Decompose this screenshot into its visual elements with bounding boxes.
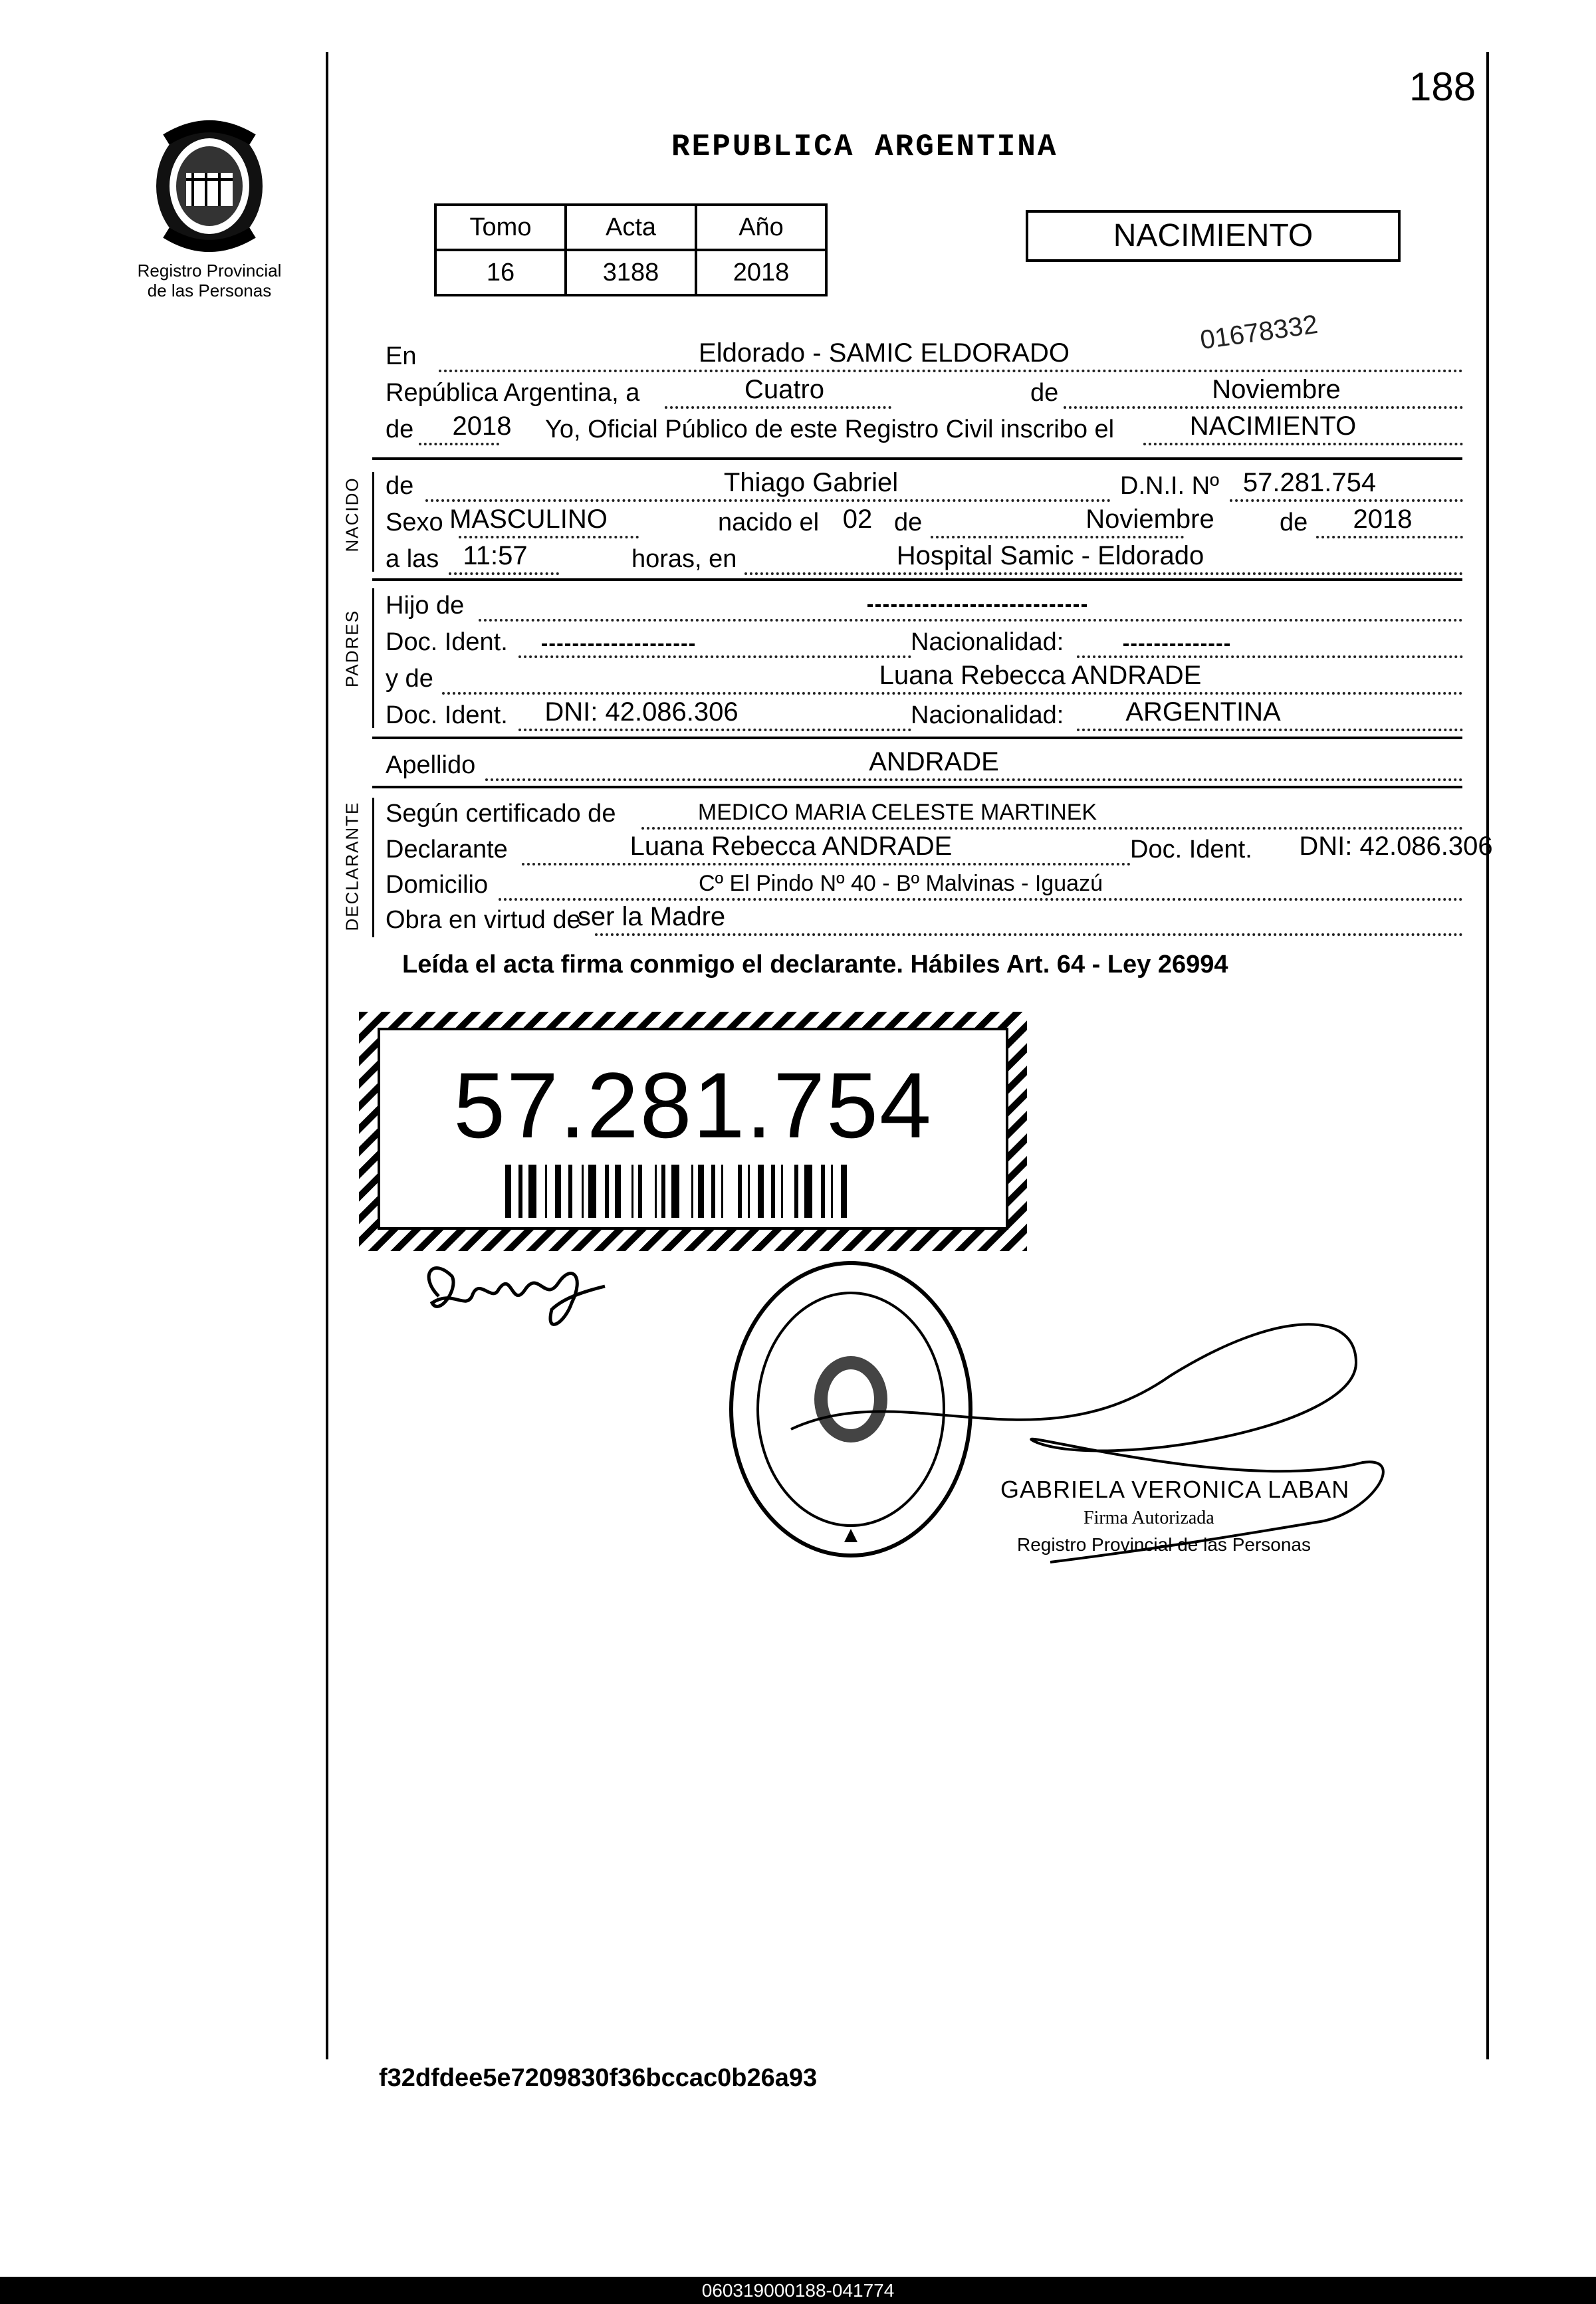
dots xyxy=(1077,655,1463,658)
value-tomo: 16 xyxy=(435,250,566,295)
line-en xyxy=(386,339,1463,374)
apellido-label: Apellido xyxy=(386,751,476,779)
de-label: de xyxy=(386,415,414,443)
dots xyxy=(1064,406,1463,409)
section-label-nacido: NACIDO xyxy=(342,477,362,552)
logo-caption-line1: Registro Provincial xyxy=(137,261,282,281)
dots xyxy=(1316,536,1463,538)
line-doc-padre xyxy=(386,625,1463,659)
dots xyxy=(641,827,1463,830)
sexo-label: Sexo xyxy=(386,509,443,536)
birth-month-value: Noviembre xyxy=(1085,505,1214,534)
obra-value: ser la Madre xyxy=(577,902,726,931)
dots xyxy=(442,692,1463,695)
official-name: GABRIELA VERONICA LABAN xyxy=(1000,1476,1350,1503)
dots xyxy=(425,499,1111,502)
section-divider xyxy=(372,737,1462,739)
section-bar xyxy=(372,472,374,572)
de-label: de xyxy=(894,509,923,536)
header-acta: Acta xyxy=(566,205,696,250)
de-label: de xyxy=(1030,379,1059,407)
section-label-declarante: DECLARANTE xyxy=(342,801,362,931)
line-domicilio xyxy=(386,867,1463,902)
domicilio-label: Domicilio xyxy=(386,871,489,899)
blank-dash xyxy=(542,643,695,646)
line-apellido xyxy=(386,748,1463,782)
dots xyxy=(479,619,1463,622)
de-label: de xyxy=(1280,509,1308,536)
blank-dash xyxy=(867,604,1087,607)
record-table xyxy=(434,203,828,296)
mother-name-value: Luana Rebecca ANDRADE xyxy=(879,661,1202,690)
dots xyxy=(518,729,911,731)
id-number: 57.281.754 xyxy=(453,1053,933,1157)
certificado-label: Según certificado de xyxy=(386,800,616,828)
place-value: Eldorado - SAMIC ELDORADO xyxy=(699,338,1070,368)
right-margin-line xyxy=(1486,52,1489,2059)
declarante-doc-value: DNI: 42.086.306 xyxy=(1299,832,1493,861)
nacido-label: nacido el xyxy=(718,509,820,536)
year-value: 2018 xyxy=(452,411,512,441)
dni-label: D.N.I. Nº xyxy=(1120,472,1219,500)
header-ano: Año xyxy=(696,205,826,250)
footer-code: 060319000188-041774 xyxy=(701,2280,895,2301)
line-hijo xyxy=(386,588,1463,623)
record-type-box: NACIMIENTO xyxy=(1026,210,1401,262)
birth-day-value: 02 xyxy=(842,505,873,534)
line-hora xyxy=(386,542,1463,576)
de-label: de xyxy=(386,472,414,500)
page-title: REPUBLICA ARGENTINA xyxy=(671,130,1058,164)
domicilio-value: Cº El Pindo Nº 40 - Bº Malvinas - Iguazú xyxy=(699,871,1103,896)
section-divider xyxy=(372,786,1462,788)
month-value: Noviembre xyxy=(1212,375,1341,404)
province-coat-of-arms xyxy=(140,113,279,253)
dots xyxy=(1077,729,1463,731)
mother-doc-value: DNI: 42.086.306 xyxy=(544,697,739,727)
sexo-value: MASCULINO xyxy=(449,505,608,534)
inscribo-value: NACIMIENTO xyxy=(1189,411,1357,441)
footer-bar xyxy=(0,2277,1596,2304)
line-inscribo xyxy=(386,412,1463,447)
blank-dash xyxy=(1123,643,1230,646)
section-bar xyxy=(372,798,374,937)
header-tomo: Tomo xyxy=(435,205,566,250)
y-de-label: y de xyxy=(386,665,433,693)
official-office: Registro Provincial de las Personas xyxy=(1017,1534,1311,1555)
section-bar xyxy=(372,588,374,728)
obra-label: Obra en virtud de xyxy=(386,906,581,934)
dots xyxy=(419,443,499,445)
doc-label: Doc. Ident. xyxy=(1130,836,1252,864)
child-name-value: Thiago Gabriel xyxy=(723,468,899,497)
section-divider xyxy=(372,578,1462,581)
document-hash: f32dfdee5e7209830f36bccac0b26a93 xyxy=(379,2064,818,2092)
dots xyxy=(439,370,1463,372)
certificado-value: MEDICO MARIA CELESTE MARTINEK xyxy=(697,800,1097,825)
dots xyxy=(459,536,639,538)
nacionalidad-label: Nacionalidad: xyxy=(911,701,1064,729)
inscribo-label: Yo, Oficial Público de este Registro Civil inscribo el xyxy=(545,415,1115,443)
left-margin-line xyxy=(326,52,328,2059)
time-value: 11:57 xyxy=(463,541,528,570)
mother-nationality-value: ARGENTINA xyxy=(1125,697,1281,727)
horas-label: horas, en xyxy=(631,545,737,573)
doc-label: Doc. Ident. xyxy=(386,628,508,656)
dots xyxy=(1143,443,1463,445)
line-madre xyxy=(386,661,1463,696)
dots xyxy=(595,933,1463,936)
nacionalidad-label: Nacionalidad: xyxy=(911,628,1064,656)
section-label-padres: PADRES xyxy=(342,610,362,687)
dots xyxy=(665,406,891,409)
dni-value: 57.281.754 xyxy=(1242,468,1377,497)
declarante-value: Luana Rebecca ANDRADE xyxy=(629,832,953,861)
birth-year-value: 2018 xyxy=(1353,505,1413,534)
line-sexo xyxy=(386,505,1463,540)
id-barcode-label xyxy=(359,1012,1027,1251)
en-label: En xyxy=(386,342,417,370)
line-obra xyxy=(386,903,1463,937)
dots xyxy=(449,572,559,575)
dots xyxy=(499,898,1463,901)
section-divider xyxy=(372,457,1462,460)
line-certificado xyxy=(386,796,1463,831)
value-acta: 3188 xyxy=(566,250,696,295)
page-number: 188 xyxy=(1409,64,1476,109)
line-nacido-name xyxy=(386,469,1463,503)
closing-statement: Leída el acta firma conmigo el declarante. Hábiles Art. 64 - Ley 26994 xyxy=(402,951,1228,979)
hijo-label: Hijo de xyxy=(386,592,465,620)
declarante-label: Declarante xyxy=(386,836,508,864)
line-republica xyxy=(386,376,1463,410)
line-doc-madre xyxy=(386,698,1463,733)
official-title: Firma Autorizada xyxy=(1083,1508,1214,1528)
serial-stamp: 01678332 xyxy=(1198,309,1320,356)
value-ano: 2018 xyxy=(696,250,826,295)
apellido-value: ANDRADE xyxy=(869,747,999,776)
republica-label: República Argentina, a xyxy=(386,379,640,407)
dots xyxy=(518,655,911,658)
line-declarante xyxy=(386,832,1493,867)
dots xyxy=(931,536,1184,538)
dots xyxy=(744,572,1463,575)
doc-label: Doc. Ident. xyxy=(386,701,508,729)
day-value: Cuatro xyxy=(744,375,825,404)
barcode-bars xyxy=(505,1165,847,1218)
dots xyxy=(1230,499,1463,502)
dots xyxy=(522,863,1131,865)
logo-caption xyxy=(100,261,319,300)
signature-declarante xyxy=(412,1250,612,1346)
birth-place-value: Hospital Samic - Eldorado xyxy=(896,541,1204,570)
dots xyxy=(485,778,1463,781)
logo-caption-line2: de las Personas xyxy=(147,281,272,300)
a-las-label: a las xyxy=(386,545,439,573)
